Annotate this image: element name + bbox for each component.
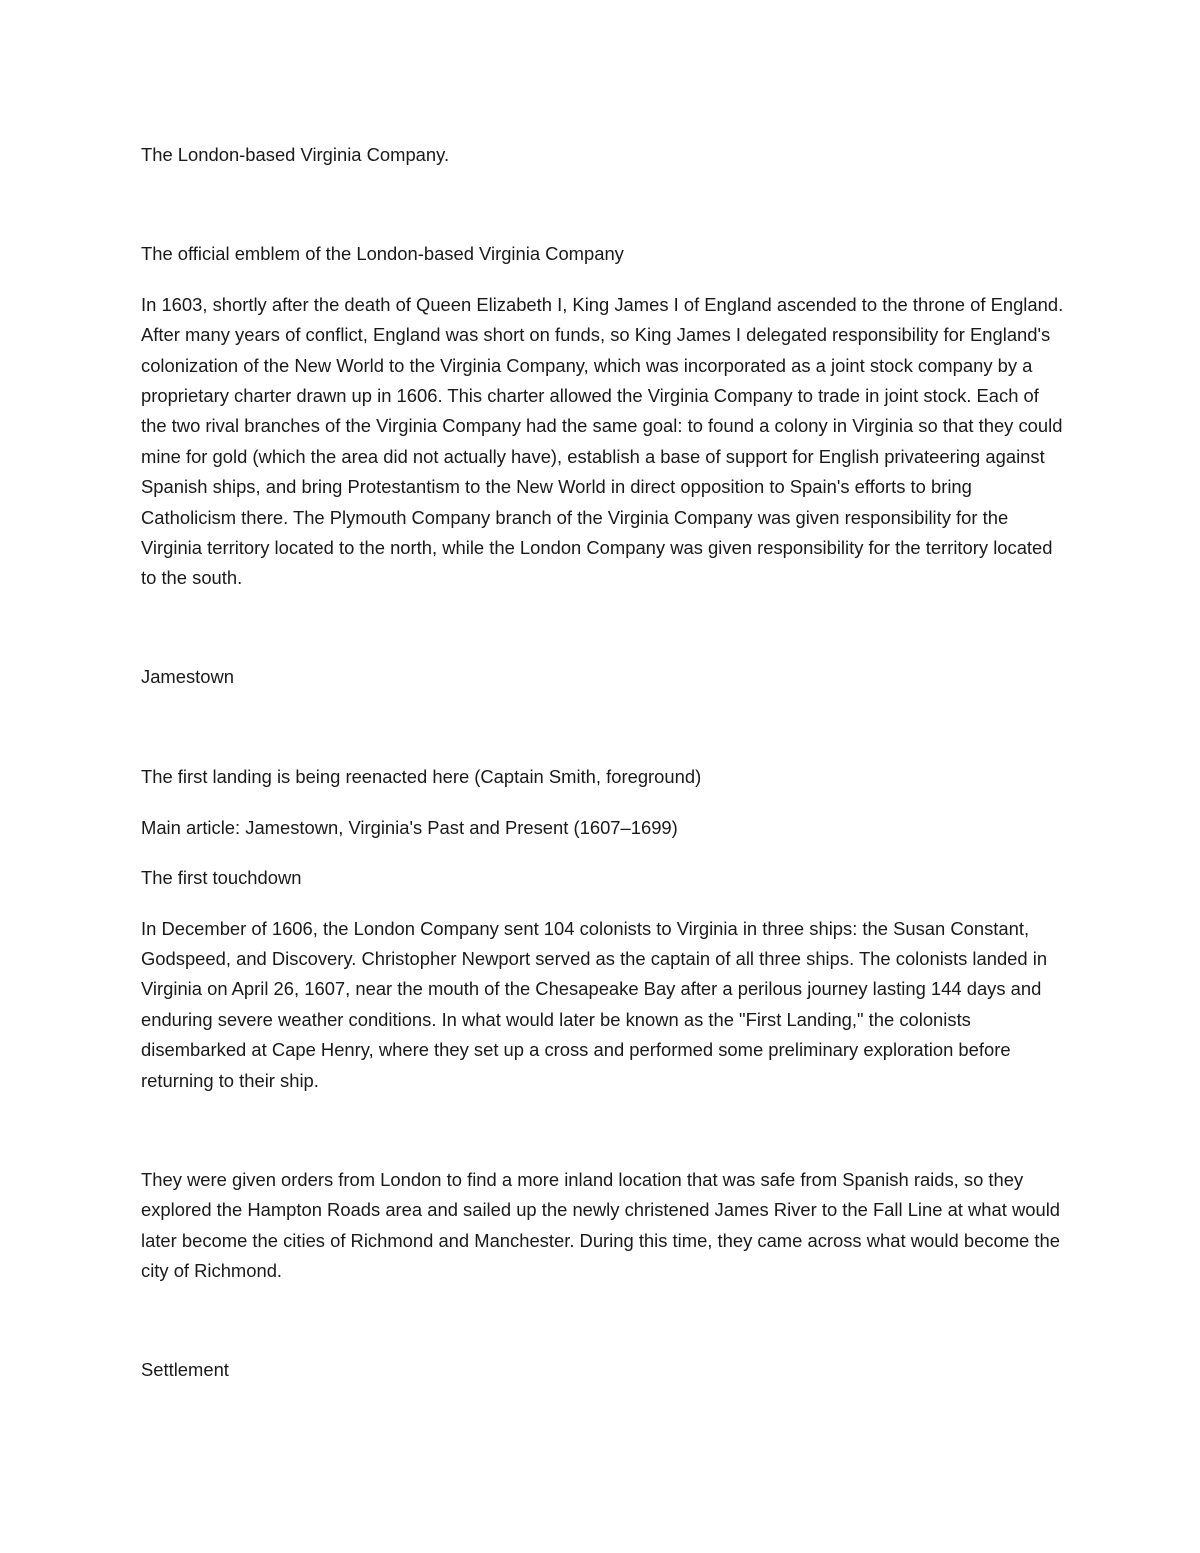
heading-virginia-company: The London-based Virginia Company. bbox=[141, 144, 450, 165]
document-body bbox=[141, 140, 1066, 1385]
main-article-reference: Main article: Jamestown, Virginia's Past and Present (1607–1699) bbox=[141, 816, 678, 838]
paragraph-1606-voyage: In December of 1606, the London Company sent 104 colonists to Virginia in three ships: the Susan Constant, Godspeed, and Discovery. Christopher Newport served as the captain of all three ships. The colonists landed in Virginia on April 26, 1607, near the mouth of the Chesapeake Bay after a perilous journey lasting 144 days and enduring severe weather conditions. In what would later be known as the "First Landing," the colonists disembarked at Cape Henry, where they set up a cross and performed some preliminary exploration before returning to their ship. bbox=[141, 917, 1048, 1091]
caption-official-emblem: The official emblem of the London-based Virginia Company bbox=[141, 243, 624, 265]
caption-first-landing: The first landing is being reenacted here (Captain Smith, foreground) bbox=[141, 766, 702, 788]
paragraph-1603-charter: In 1603, shortly after the death of Queen Elizabeth I, King James I of England ascended to the throne of England. After many years of conflict, England was short on funds, so King James I delegated responsibility for England's colonization of the New World to the Virginia Company, which was incorporated as a joint stock company by a proprietary charter drawn up in 1606. This charter allowed the Virginia Company to trade in joint stock. Each of the two rival branches of the Virginia Company had the same goal: to found a colony in Virginia so that they could mine for gold (which the area did not actually have), establish a base of support for English privateering against Spanish ships, and bring Protestantism to the New World in direct opposition to Spain's efforts to bring Catholicism there. The Plymouth Company branch of the Virginia Company was given responsibility for the Virginia territory located to the north, while the London Company was given responsibility for the territory located to the south. bbox=[141, 293, 1064, 589]
heading-jamestown: Jamestown bbox=[141, 665, 235, 687]
heading-first-touchdown: The first touchdown bbox=[141, 867, 302, 889]
heading-settlement: Settlement bbox=[141, 1358, 229, 1380]
paragraph-inland-orders: They were given orders from London to find a more inland location that was safe from Spanish raids, so they explored the Hampton Roads area and sailed up the newly christened James River to the Fall Line at what would later become the cities of Richmond and Manchester. During this time, they came across what would become the city of Richmond. bbox=[141, 1168, 1061, 1282]
